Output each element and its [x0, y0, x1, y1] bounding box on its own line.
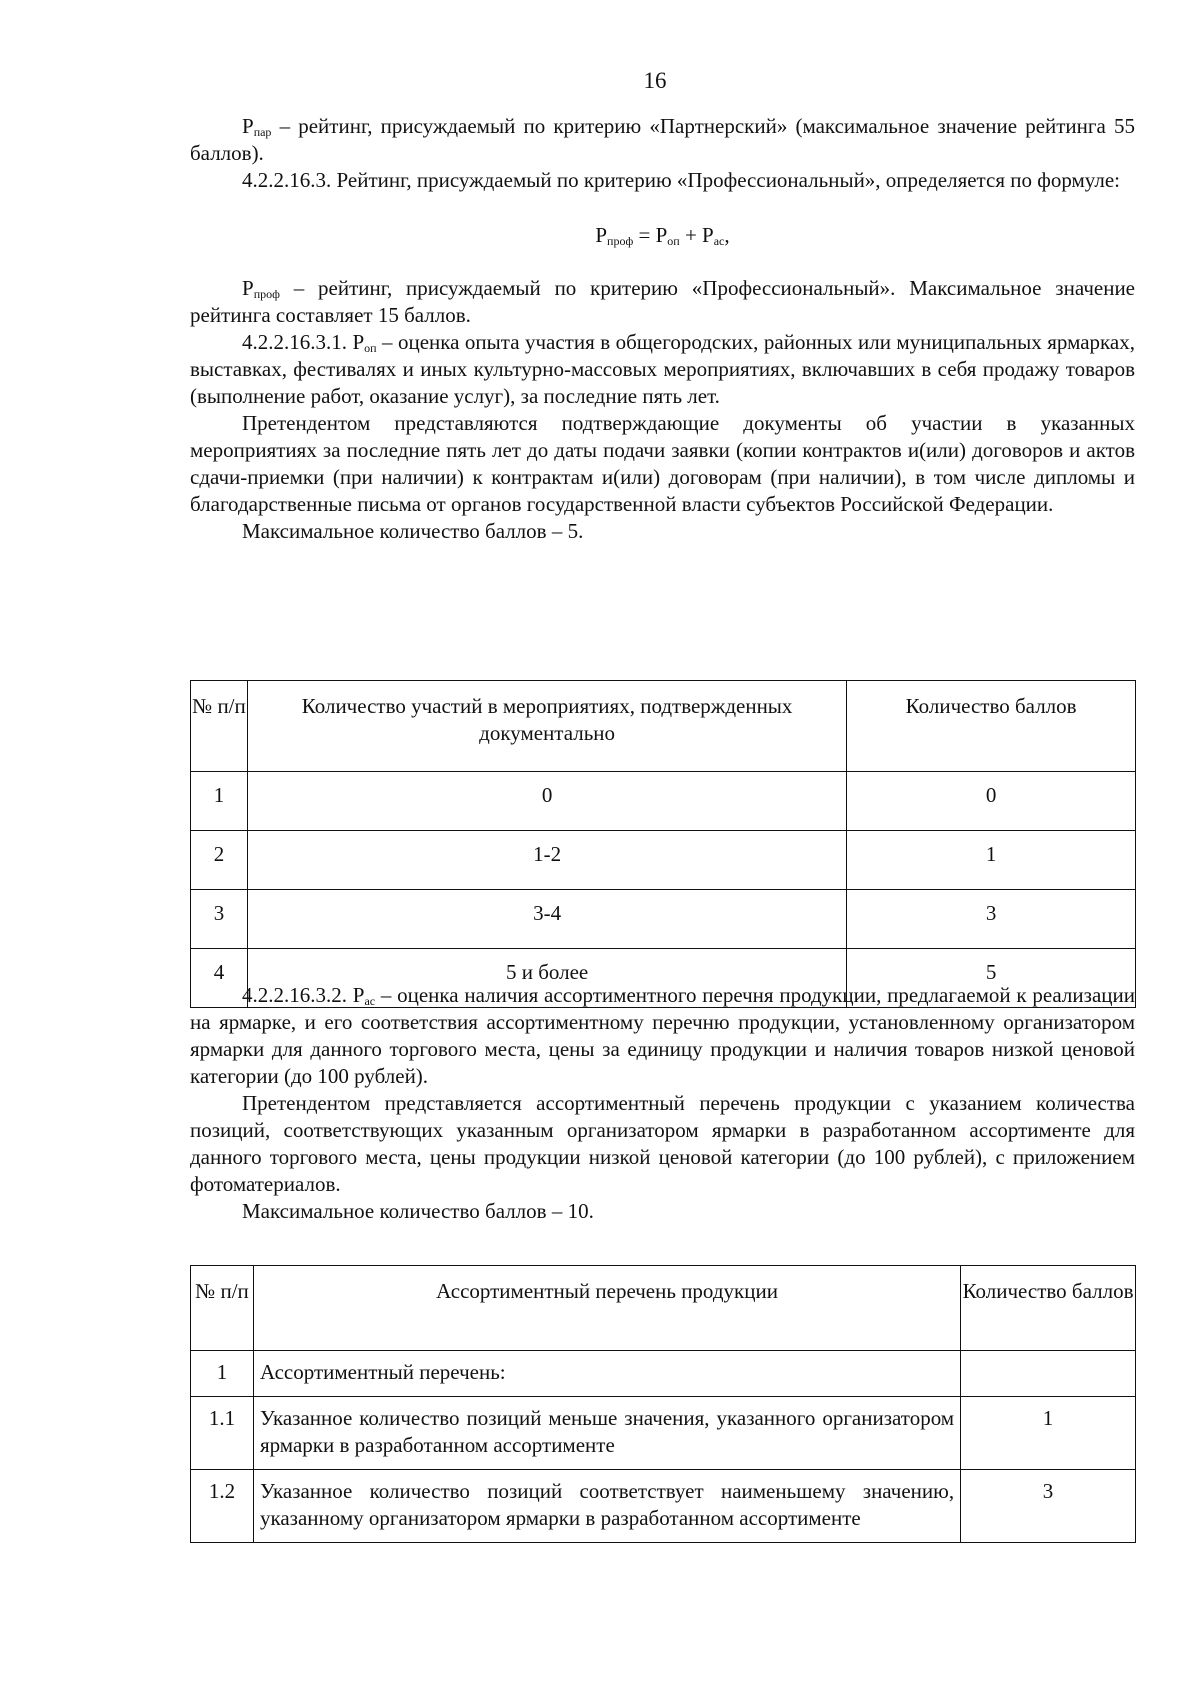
cell-participations: 1-2 [247, 831, 846, 890]
cell-number: 3 [191, 890, 248, 949]
table-header-row [191, 681, 1136, 772]
table-row [191, 890, 1136, 949]
table-row [191, 772, 1136, 831]
paragraph-experience-score: 4.2.2.16.3.1. $Р_{оп}$ – оценка опыта участия в общегородских, районных или муниципальных ярмарках, выставках, фестивалях и иных культурно-массовых мероприятиях, включавших в себя продажу товаров (выполнение работ, оказание услуг), за последние пять лет. [190, 330, 1135, 408]
cell-participations: 3-4 [247, 890, 846, 949]
upper-text [190, 113, 1135, 545]
table-row [191, 1351, 1136, 1397]
header-points: Количество баллов [961, 1266, 1136, 1351]
cell-points: 3 [847, 890, 1136, 949]
cell-points [961, 1351, 1136, 1397]
table-row [191, 831, 1136, 890]
header-participations: Количество участий в мероприятиях, подтвержденных документально [247, 681, 846, 772]
paragraph-assortment-list: Претендентом представляется ассортиментный перечень продукции с указанием количества позиций, соответствующих указанным организатором ярмарки в разработанном ассортименте для данного торгового места, цены продукции низкой ценовой категории (до 100 рублей), с приложением фотоматериалов. [190, 1091, 1135, 1196]
cell-number: 1 [191, 772, 248, 831]
cell-participations: 0 [247, 772, 846, 831]
cell-number: 1.2 [191, 1470, 254, 1543]
paragraph-max-score-10: Максимальное количество баллов – 10. [242, 1199, 594, 1223]
participation-table [190, 680, 1136, 1008]
header-points: Количество баллов [847, 681, 1136, 772]
cell-points: 5 [847, 949, 1136, 1008]
paragraph-documents: Претендентом представляются подтверждающие документы об участии в указанных мероприятиях за последние пять лет до даты подачи заявки (копии контрактов и(или) договоров и актов сдачи-приемки (при наличии) к контрактам и(или) договорам (при наличии), в том числе дипломы и благодарственные письма от органов государственной власти субъектов Российской Федерации. [190, 411, 1135, 516]
header-number: № п/п [191, 1266, 254, 1351]
header-assortment: Ассортиментный перечень продукции [253, 1266, 960, 1351]
cell-assortment: Указанное количество позиций соответствует наименьшему значению, указанному организатором ярмарки в разработанном ассортименте [253, 1470, 960, 1543]
cell-number: 2 [191, 831, 248, 890]
middle-text [190, 982, 1135, 1225]
cell-points: 1 [961, 1397, 1136, 1470]
cell-number: 1 [191, 1351, 254, 1397]
paragraph-max-score-5: Максимальное количество баллов – 5. [242, 519, 584, 543]
table-row [191, 1397, 1136, 1470]
cell-assortment: Указанное количество позиций меньше значения, указанного организатором ярмарки в разработанном ассортименте [253, 1397, 960, 1470]
cell-assortment: Ассортиментный перечень: [253, 1351, 960, 1397]
assortment-table [190, 1265, 1136, 1543]
cell-points: 3 [961, 1470, 1136, 1543]
paragraph-professional-rating: $Р_{проф}$ – рейтинг, присуждаемый по критерию «Профессиональный». Максимальное значение рейтинга составляет 15 баллов. [190, 276, 1135, 327]
formula: $Р_{проф} = Р_{оп} + Р_{ас}$, [595, 223, 730, 248]
cell-points: 1 [847, 831, 1136, 890]
cell-number: 4 [191, 949, 248, 1008]
cell-points: 0 [847, 772, 1136, 831]
page-number: 16 [643, 68, 667, 93]
header-number: № п/п [191, 681, 248, 772]
table-header-row [191, 1266, 1136, 1351]
paragraph-partner-rating: $Р_{пар}$ – рейтинг, присуждаемый по критерию «Партнерский» (максимальное значение рейтинга 55 баллов). [190, 114, 1135, 165]
paragraph-professional-criterion: 4.2.2.16.3. Рейтинг, присуждаемый по критерию «Профессиональный», определяется по формуле: [242, 168, 1121, 192]
cell-number: 1.1 [191, 1397, 254, 1470]
paragraph-assortment-score: 4.2.2.16.3.2. $Р_{ас}$ – оценка наличия ассортиментного перечня продукции, предлагаемой к реализации на ярмарке, и его соответствия ассортиментному перечню продукции, установленному организатором ярмарки для данного торгового места, цены за единицу продукции и наличия товаров низкой ценовой категории (до 100 рублей). [190, 983, 1135, 1088]
cell-participations: 5 и более [247, 949, 846, 1008]
table-row [191, 1470, 1136, 1543]
